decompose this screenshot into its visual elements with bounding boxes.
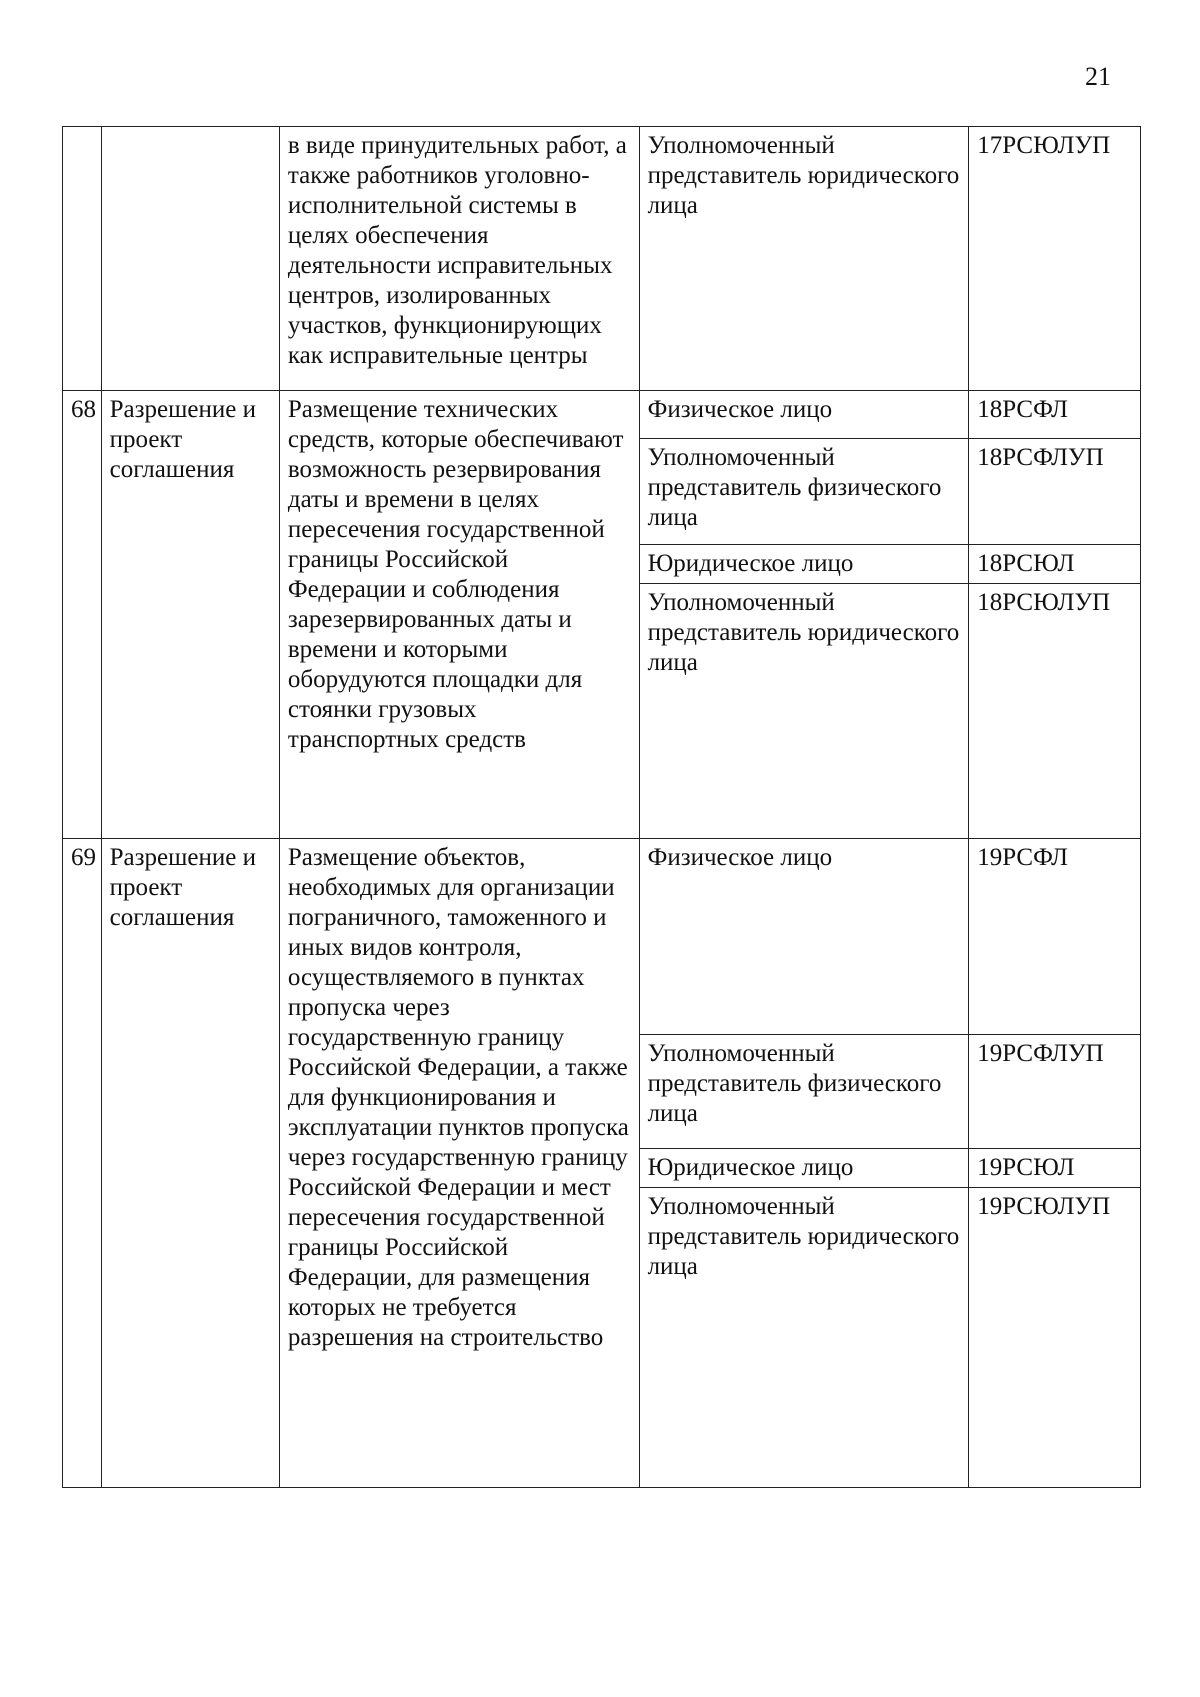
cell-type: [101, 127, 279, 391]
table-row-68: [63, 391, 1141, 439]
cell-code: 18РСЮЛУП: [969, 584, 1141, 839]
services-table: [62, 126, 1141, 1488]
cell-applicant: Юридическое лицо: [639, 1149, 969, 1188]
cell-type: Разрешение и проект соглашения: [101, 839, 279, 1488]
page-number: 21: [1085, 62, 1111, 91]
cell-description: Размещение объектов, необходимых для организации пограничного, таможенного и иных видов контроля, осуществляемого в пунктах пропуска через государственную границу Российской Федерации, а также для функционирования и эксплуатации пунктов пропуска через государственную границу Российской Федерации и мест пересечения государственной границы Российской Федерации, для размещения которых не требуется разрешения на строительство: [279, 839, 639, 1488]
cell-code: 19РСЮЛ: [969, 1149, 1141, 1188]
cell-applicant: Физическое лицо: [639, 391, 969, 439]
cell-applicant: Физическое лицо: [639, 839, 969, 1035]
cell-code: 19РСФЛ: [969, 839, 1141, 1035]
cell-code: 18РСФЛ: [969, 391, 1141, 439]
cell-type: Разрешение и проект соглашения: [101, 391, 279, 839]
cell-applicant: Уполномоченный представитель юридического лица: [639, 584, 969, 839]
cell-applicant: Уполномоченный представитель юридического лица: [639, 127, 969, 391]
cell-applicant: Юридическое лицо: [639, 545, 969, 584]
table-row-69: [63, 839, 1141, 1035]
cell-code: 18РСФЛУП: [969, 439, 1141, 545]
cell-number: 68: [63, 391, 102, 839]
cell-number: 69: [63, 839, 102, 1488]
cell-applicant: Уполномоченный представитель физического лица: [639, 439, 969, 545]
cell-description: Размещение технических средств, которые обеспечивают возможность резервирования даты и времени в целях пересечения государственной границы Российской Федерации и соблюдения зарезервированных даты и времени и которыми оборудуются площадки для стоянки грузовых транспортных средств: [279, 391, 639, 839]
table-row-continuation: [63, 127, 1141, 391]
cell-applicant: Уполномоченный представитель юридического лица: [639, 1188, 969, 1488]
cell-code: 19РСЮЛУП: [969, 1188, 1141, 1488]
cell-code: 19РСФЛУП: [969, 1035, 1141, 1149]
cell-number: [63, 127, 102, 391]
cell-applicant: Уполномоченный представитель физического лица: [639, 1035, 969, 1149]
cell-code: 18РСЮЛ: [969, 545, 1141, 584]
cell-code: 17РСЮЛУП: [969, 127, 1141, 391]
cell-description: в виде принудительных работ, а также работников уголовно-исполнительной системы в целях обеспечения деятельности исправительных центров, изолированных участков, функционирующих как исправительные центры: [279, 127, 639, 391]
